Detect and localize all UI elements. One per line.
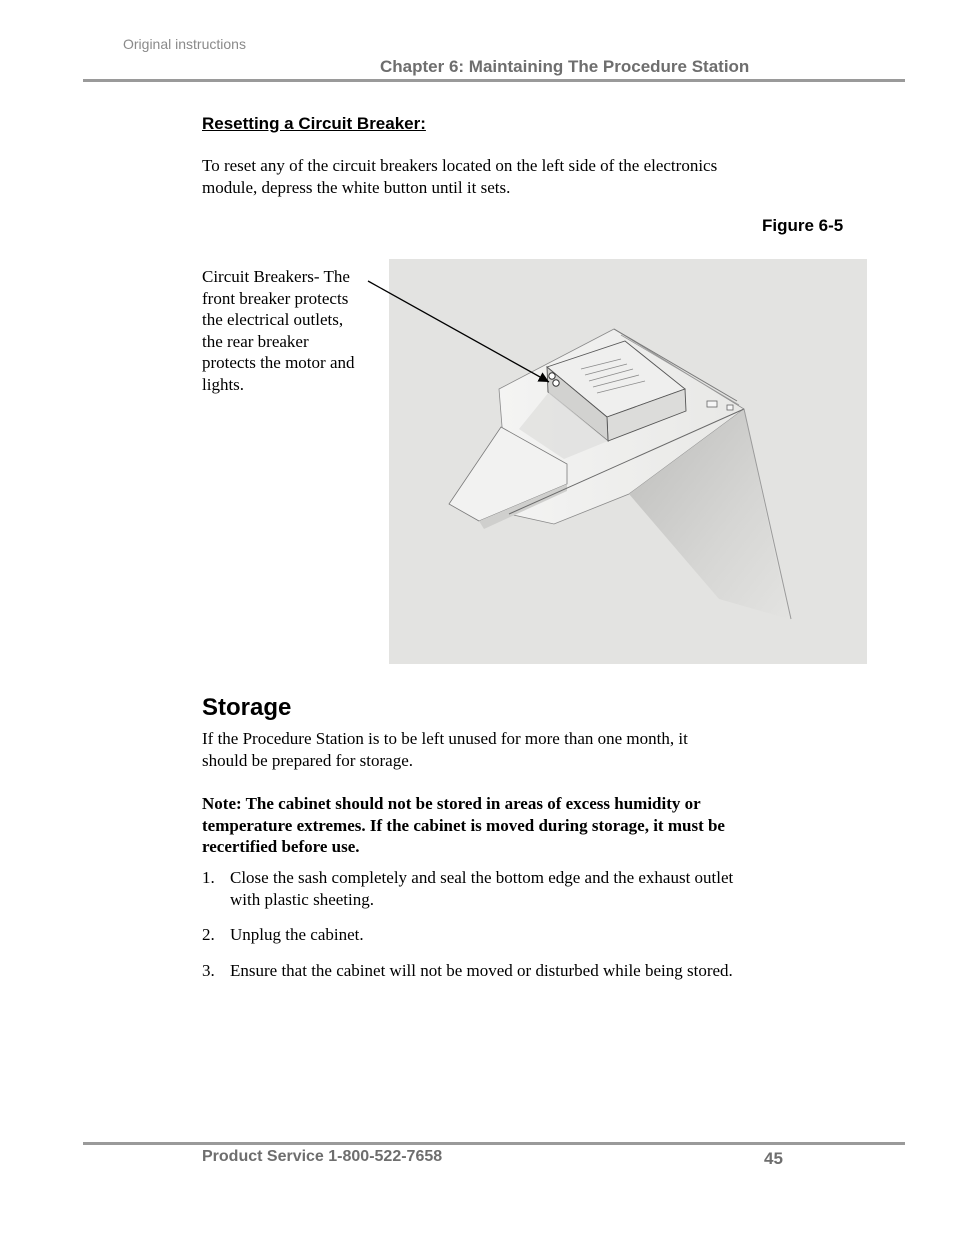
- circuit-breaker-figure: [389, 259, 867, 664]
- storage-steps-list: [202, 867, 802, 981]
- chapter-title: Chapter 6: Maintaining The Procedure Station: [380, 57, 750, 76]
- header-divider: [83, 79, 905, 82]
- section-heading-circuit-breaker: Resetting a Circuit Breaker:: [202, 114, 426, 133]
- storage-heading: Storage: [202, 694, 292, 721]
- page-number: 45: [764, 1149, 783, 1168]
- figure-callout: Circuit Breakers- The front breaker protects the electrical outlets, the rear breaker protects the motor and lights.: [202, 267, 355, 394]
- list-item: 3. Ensure that the cabinet will not be moved or disturbed while being stored.: [202, 960, 733, 980]
- list-item: 1. Close the sash completely and seal the bottom edge and the exhaust outlet with plastic sheeting.: [202, 868, 734, 909]
- list-item: 2. Unplug the cabinet.: [202, 925, 364, 944]
- storage-note: Note: The cabinet should not be stored in areas of excess humidity or temperature extremes. If the cabinet is moved during storage, it must be recertified before use.: [202, 794, 725, 856]
- figure-label: Figure 6-5: [762, 216, 844, 235]
- cabinet-illustration: [389, 259, 867, 664]
- storage-intro: If the Procedure Station is to be left unused for more than one month, it should be prepared for storage.: [202, 729, 688, 770]
- footer-divider: [83, 1142, 905, 1145]
- footer-product-service: Product Service 1-800-522-7658: [202, 1148, 443, 1165]
- circuit-breaker-paragraph: To reset any of the circuit breakers located on the left side of the electronics module, depress the white button until it sets.: [202, 156, 718, 197]
- original-instructions-label: Original instructions: [123, 36, 246, 52]
